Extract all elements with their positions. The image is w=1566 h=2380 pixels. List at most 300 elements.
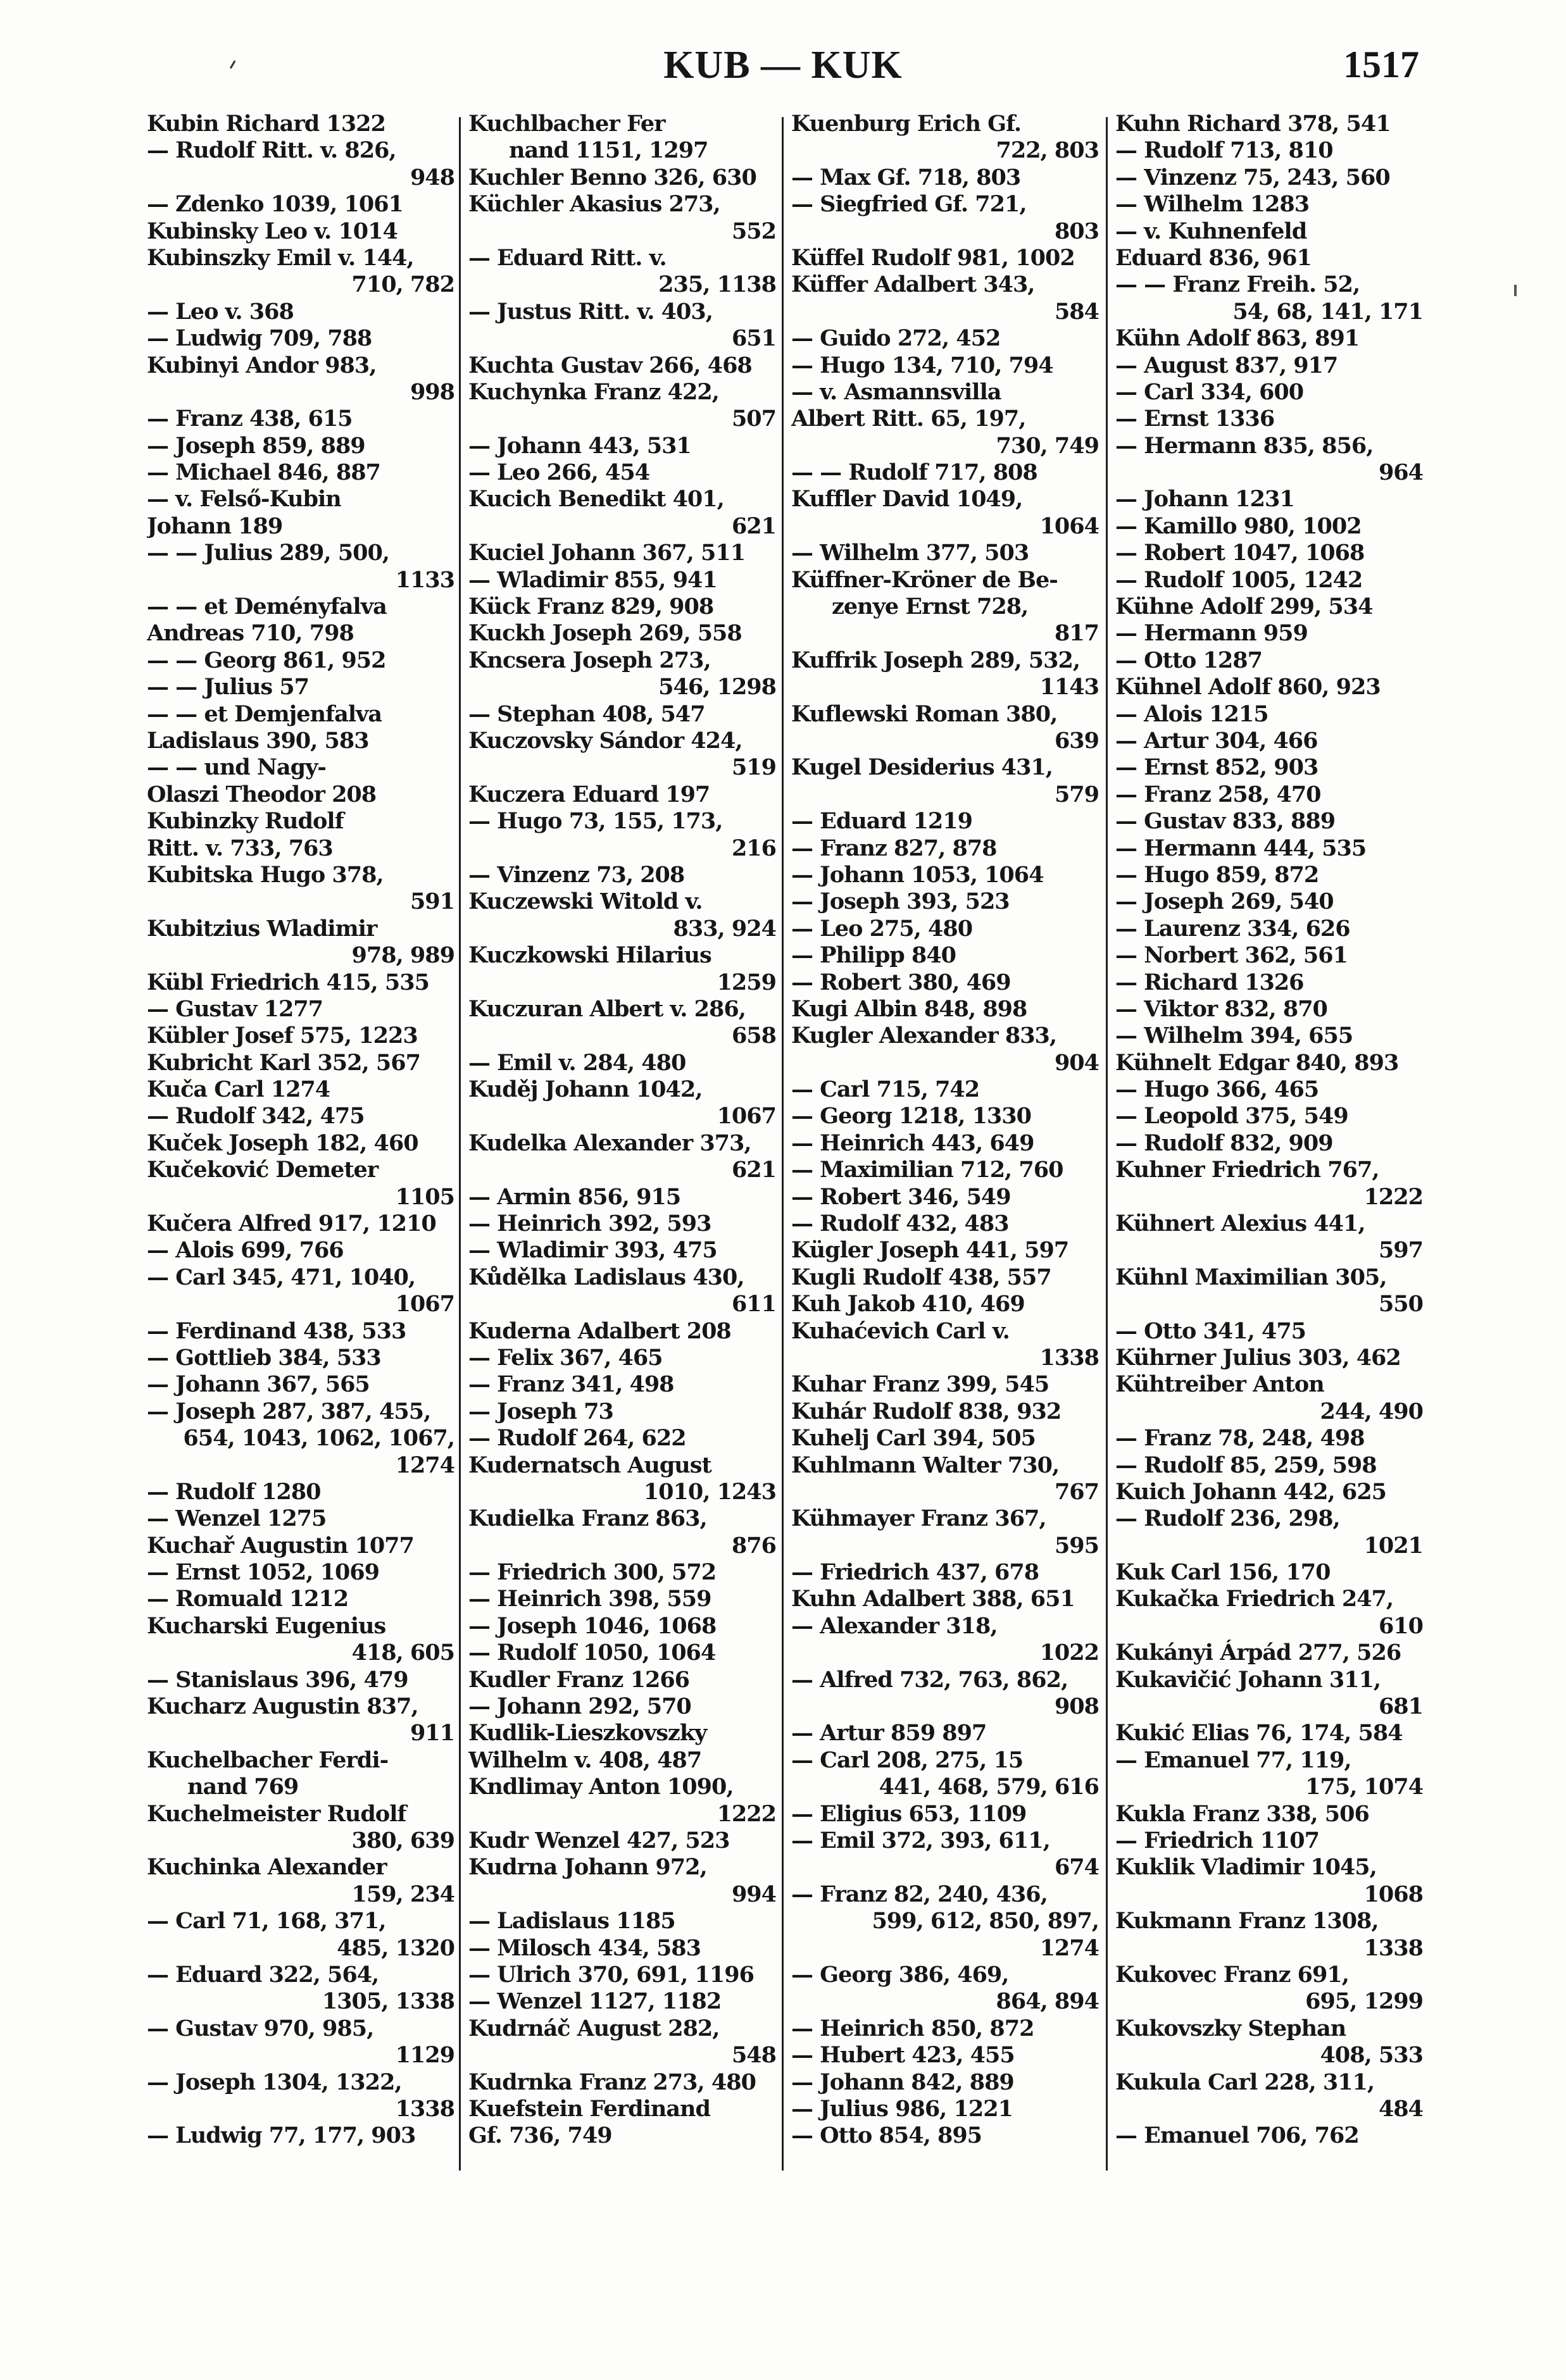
index-entry-line: Kuhaćevich Carl v.: [791, 1318, 1010, 1344]
index-entry-line: 695, 1299: [1305, 1988, 1423, 2015]
index-entry-line: 441, 468, 579, 616: [879, 1774, 1099, 1800]
index-entry-line: — v. Felső-Kubin: [147, 486, 341, 513]
index-entry-line: Kühnelt Edgar 840, 893: [1115, 1049, 1399, 1076]
index-entry-line: — Joseph 1304, 1322,: [147, 2069, 402, 2095]
index-entry-line: Kukovszky Stephan: [1115, 2015, 1346, 2041]
index-entry-line: Kudernatsch August: [468, 1452, 711, 1478]
index-entry-line: Kuffler David 1049,: [791, 486, 1023, 513]
index-entry-line: 639: [1054, 727, 1099, 754]
index-entry-line: — Hugo 859, 872: [1115, 861, 1319, 888]
index-entry-line: — Gustav 1277: [147, 995, 323, 1022]
index-entry-line: — Justus Ritt. v. 403,: [468, 298, 713, 325]
index-entry-line: Kubinsky Leo v. 1014: [147, 218, 398, 244]
index-entry-line: 595: [1054, 1532, 1099, 1559]
index-entry-line: — Leo 275, 480: [791, 915, 973, 942]
index-entry-line: — Johann 292, 570: [468, 1693, 691, 1720]
index-entry-line: — Milosch 434, 583: [468, 1935, 701, 1961]
index-entry-line: — Rudolf 1050, 1064: [468, 1640, 716, 1666]
index-entry-line: Kukić Elias 76, 174, 584: [1115, 1720, 1403, 1747]
index-entry-line: — Gustav 970, 985,: [147, 2015, 374, 2041]
index-column: [147, 111, 454, 2180]
index-entry-line: Kuckh Joseph 269, 558: [468, 620, 742, 647]
running-head: KUB — KUK: [663, 44, 903, 87]
index-entry-line: 904: [1054, 1049, 1099, 1076]
index-entry-line: 1222: [1363, 1183, 1423, 1210]
index-entry-line: 584: [1054, 298, 1099, 325]
index-entry-line: Kuchař Augustin 1077: [147, 1532, 414, 1559]
index-entry-line: 803: [1054, 218, 1099, 244]
index-entry-line: Kuhelj Carl 394, 505: [791, 1425, 1036, 1452]
index-entry-line: Gf. 736, 749: [468, 2122, 612, 2149]
index-entry-line: 485, 1320: [337, 1935, 454, 1961]
index-entry-line: — Ernst 1336: [1115, 406, 1275, 432]
index-entry-line: — Otto 854, 895: [791, 2122, 982, 2149]
index-entry-line: — Joseph 269, 540: [1115, 888, 1334, 915]
page-number: 1517: [1343, 44, 1419, 85]
index-entry-line: — Otto 1287: [1115, 647, 1262, 673]
index-entry-line: 244, 490: [1320, 1398, 1423, 1424]
index-entry-line: 1067: [395, 1291, 454, 1318]
index-entry-line: Kuflewski Roman 380,: [791, 701, 1058, 727]
column-rule: [459, 117, 461, 2171]
index-entry-line: 507: [731, 406, 776, 432]
index-entry-line: — Rudolf 264, 622: [468, 1425, 686, 1452]
index-entry-line: Kugel Desiderius 431,: [791, 754, 1053, 781]
index-entry-line: — Stephan 408, 547: [468, 701, 705, 727]
index-entry-line: 994: [731, 1881, 776, 1907]
index-entry-line: Kudr Wenzel 427, 523: [468, 1828, 730, 1854]
index-entry-line: 1338: [1039, 1344, 1099, 1371]
index-entry-line: Kühne Adolf 299, 534: [1115, 594, 1373, 620]
index-entry-line: Kuček Joseph 182, 460: [147, 1130, 418, 1156]
index-entry-line: — Guido 272, 452: [791, 325, 1001, 352]
index-entry-line: — Joseph 287, 387, 455,: [147, 1398, 431, 1424]
index-entry-line: Kudrnka Franz 273, 480: [468, 2069, 756, 2095]
index-entry-line: — Ferdinand 438, 533: [147, 1318, 406, 1344]
index-entry-line: 1133: [395, 566, 454, 593]
index-entry-line: — Franz 341, 498: [468, 1371, 674, 1398]
index-entry-line: — Philipp 840: [791, 942, 956, 969]
index-entry-line: 998: [410, 378, 454, 405]
index-entry-line: — Zdenko 1039, 1061: [147, 191, 403, 218]
index-entry-line: Kndlimay Anton 1090,: [468, 1774, 734, 1800]
index-entry-line: Kuderna Adalbert 208: [468, 1318, 731, 1344]
index-entry-line: — Emanuel 77, 119,: [1115, 1747, 1351, 1773]
index-entry-line: Kuczewski Witold v.: [468, 888, 703, 915]
index-entry-line: — — Rudolf 717, 808: [791, 459, 1037, 486]
index-entry-line: Kugli Rudolf 438, 557: [791, 1264, 1051, 1290]
index-entry-line: — Rudolf 713, 810: [1115, 137, 1333, 164]
index-entry-line: 591: [410, 888, 454, 915]
index-entry-line: — Eduard 322, 564,: [147, 1961, 379, 1988]
index-entry-line: — Artur 304, 466: [1115, 727, 1318, 754]
index-entry-line: — Joseph 859, 889: [147, 432, 365, 459]
index-entry-line: Wilhelm v. 408, 487: [468, 1747, 702, 1773]
index-entry-line: 380, 639: [351, 1828, 454, 1854]
index-entry-line: — Hugo 73, 155, 173,: [468, 808, 723, 835]
index-entry-line: — Viktor 832, 870: [1115, 995, 1327, 1022]
index-entry-line: 1105: [395, 1183, 454, 1210]
index-entry-line: — Rudolf 832, 909: [1115, 1130, 1333, 1156]
index-entry-line: — Eligius 653, 1109: [791, 1800, 1027, 1827]
index-entry-line: Kühmayer Franz 367,: [791, 1505, 1046, 1532]
index-entry-line: Kuciel Johann 367, 511: [468, 540, 746, 566]
index-entry-line: — Otto 341, 475: [1115, 1318, 1306, 1344]
index-entry-line: — Carl 334, 600: [1115, 378, 1304, 405]
index-entry-line: Andreas 710, 798: [147, 620, 354, 647]
index-entry-line: — Wilhelm 377, 503: [791, 540, 1029, 566]
index-entry-line: 864, 894: [996, 1988, 1099, 2015]
index-entry-line: 948: [410, 164, 454, 190]
index-entry-line: Kůdělka Ladislaus 430,: [468, 1264, 744, 1290]
index-entry-line: 1274: [1039, 1935, 1099, 1961]
index-entry-line: nand 769: [187, 1774, 299, 1800]
index-entry-line: Ladislaus 390, 583: [147, 727, 369, 754]
index-entry-line: — Eduard Ritt. v.: [468, 244, 667, 271]
index-entry-line: — Heinrich 850, 872: [791, 2015, 1034, 2041]
index-entry-line: — Rudolf Ritt. v. 826,: [147, 137, 396, 164]
index-entry-line: 552: [731, 218, 776, 244]
index-entry-line: Kukavičić Johann 311,: [1115, 1666, 1381, 1693]
index-entry-line: 216: [731, 835, 776, 861]
index-entry-line: 550: [1378, 1291, 1423, 1318]
index-entry-line: Kühtreiber Anton: [1115, 1371, 1324, 1398]
index-entry-line: Kubricht Karl 352, 567: [147, 1049, 420, 1076]
index-entry-line: — Richard 1326: [1115, 969, 1304, 995]
index-entry-line: — Robert 346, 549: [791, 1183, 1011, 1210]
index-entry-line: Kuchler Benno 326, 630: [468, 164, 756, 190]
index-entry-line: — Joseph 1046, 1068: [468, 1612, 717, 1639]
index-entry-line: — Robert 380, 469: [791, 969, 1011, 995]
index-entry-line: — — Georg 861, 952: [147, 647, 386, 673]
index-entry-line: Kubinzky Rudolf: [147, 808, 344, 835]
index-entry-line: — Hermann 835, 856,: [1115, 432, 1374, 459]
index-entry-line: Kubinszky Emil v. 144,: [147, 244, 414, 271]
index-entry-line: 621: [731, 1157, 776, 1183]
index-entry-line: — Rudolf 342, 475: [147, 1103, 365, 1130]
index-entry-line: Kubin Richard 1322: [147, 111, 385, 137]
index-column: [468, 111, 776, 2180]
index-entry-line: 1021: [1363, 1532, 1423, 1559]
index-entry-line: — Rudolf 432, 483: [791, 1211, 1009, 1237]
index-entry-line: Kuchelbacher Ferdi-: [147, 1747, 389, 1773]
index-entry-line: — Ernst 1052, 1069: [147, 1559, 379, 1586]
index-entry-line: Kukačka Friedrich 247,: [1115, 1586, 1394, 1612]
index-entry-line: — Joseph 73: [468, 1398, 613, 1424]
index-entry-line: Kuhar Franz 399, 545: [791, 1371, 1049, 1398]
index-entry-line: — Franz 258, 470: [1115, 781, 1321, 807]
index-entry-line: 833, 924: [673, 915, 776, 942]
index-entry-line: — Leopold 375, 549: [1115, 1103, 1348, 1130]
index-entry-line: — Ladislaus 1185: [468, 1908, 675, 1935]
index-entry-line: Kukovec Franz 691,: [1115, 1961, 1349, 1988]
index-entry-line: — Alexander 318,: [791, 1612, 998, 1639]
index-entry-line: — Julius 986, 1221: [791, 2095, 1013, 2122]
index-entry-line: Kubinyi Andor 983,: [147, 352, 377, 378]
index-entry-line: — Georg 386, 469,: [791, 1961, 1009, 1988]
index-entry-line: — Kamillo 980, 1002: [1115, 513, 1362, 539]
index-entry-line: Kuefstein Ferdinand: [468, 2095, 710, 2122]
index-entry-line: 908: [1054, 1693, 1099, 1720]
index-entry-line: — Rudolf 1005, 1242: [1115, 566, 1363, 593]
index-entry-line: Kucich Benedikt 401,: [468, 486, 724, 513]
index-entry-line: — — et Deményfalva: [147, 594, 387, 620]
index-entry-line: Küffel Rudolf 981, 1002: [791, 244, 1075, 271]
index-entry-line: zenye Ernst 728,: [832, 594, 1029, 620]
index-entry-line: Kudielka Franz 863,: [468, 1505, 707, 1532]
index-entry-line: — — Franz Freih. 52,: [1115, 271, 1360, 298]
index-entry-line: 610: [1378, 1612, 1423, 1639]
index-entry-line: Kuděj Johann 1042,: [468, 1076, 703, 1103]
index-entry-line: — Max Gf. 718, 803: [791, 164, 1021, 190]
index-entry-line: — Vinzenz 75, 243, 560: [1115, 164, 1390, 190]
index-entry-line: 1068: [1363, 1881, 1423, 1907]
index-entry-line: 235, 1138: [658, 271, 776, 298]
index-entry-line: Kuh Jakob 410, 469: [791, 1291, 1025, 1318]
index-entry-line: 1259: [717, 969, 776, 995]
index-entry-line: — Romuald 1212: [147, 1586, 349, 1612]
index-entry-line: 1338: [1363, 1935, 1423, 1961]
index-entry-line: Kügler Joseph 441, 597: [791, 1237, 1069, 1264]
index-entry-line: Kuchinka Alexander: [147, 1854, 387, 1881]
index-entry-line: 1274: [395, 1452, 454, 1478]
index-entry-line: 621: [731, 513, 776, 539]
index-entry-line: — — et Demjenfalva: [147, 701, 382, 727]
index-entry-line: Küffner-Kröner de Be-: [791, 566, 1058, 593]
index-entry-line: Kuklik Vladimir 1045,: [1115, 1854, 1377, 1881]
index-entry-line: Kuča Carl 1274: [147, 1076, 330, 1103]
index-entry-line: — Joseph 393, 523: [791, 888, 1010, 915]
index-entry-line: — Heinrich 443, 649: [791, 1130, 1034, 1156]
index-entry-line: 1338: [395, 2095, 454, 2122]
index-entry-line: 54, 68, 141, 171: [1232, 298, 1423, 325]
index-entry-line: — Gustav 833, 889: [1115, 808, 1336, 835]
index-entry-line: 911: [410, 1720, 454, 1747]
index-entry-line: 175, 1074: [1305, 1774, 1423, 1800]
index-entry-line: — Emil 372, 393, 611,: [791, 1828, 1050, 1854]
index-entry-line: — Friedrich 1107: [1115, 1828, 1319, 1854]
index-entry-line: — Rudolf 236, 298,: [1115, 1505, 1340, 1532]
index-entry-line: — Maximilian 712, 760: [791, 1157, 1063, 1183]
index-entry-line: — Hugo 366, 465: [1115, 1076, 1319, 1103]
index-entry-line: 651: [731, 325, 776, 352]
index-entry-line: 1067: [717, 1103, 776, 1130]
index-entry-line: — Heinrich 392, 593: [468, 1211, 711, 1237]
index-entry-line: 710, 782: [351, 271, 454, 298]
index-entry-line: — Hugo 134, 710, 794: [791, 352, 1053, 378]
index-entry-line: — Friedrich 300, 572: [468, 1559, 717, 1586]
index-entry-line: Kuchlbacher Fer: [468, 111, 665, 137]
index-entry-line: Kudrna Johann 972,: [468, 1854, 707, 1881]
index-entry-line: Kuhn Adalbert 388, 651: [791, 1586, 1075, 1612]
index-entry-line: 730, 749: [996, 432, 1099, 459]
index-entry-line: 408, 533: [1320, 2042, 1423, 2069]
index-entry-line: — Johann 1053, 1064: [791, 861, 1044, 888]
index-entry-line: 674: [1054, 1854, 1099, 1881]
index-columns: [147, 111, 1423, 2180]
index-entry-line: Kück Franz 829, 908: [468, 594, 714, 620]
index-entry-line: Kučera Alfred 917, 1210: [147, 1211, 436, 1237]
index-entry-line: — Emanuel 706, 762: [1115, 2122, 1359, 2149]
index-entry-line: Kühnel Adolf 860, 923: [1115, 674, 1381, 701]
index-entry-line: Kuhner Friedrich 767,: [1115, 1157, 1379, 1183]
index-entry-line: — Ernst 852, 903: [1115, 754, 1319, 781]
index-entry-line: — Artur 859 897: [791, 1720, 987, 1747]
index-entry-line: 876: [731, 1532, 776, 1559]
index-entry-line: Kübl Friedrich 415, 535: [147, 969, 429, 995]
index-entry-line: Kühnert Alexius 441,: [1115, 1211, 1365, 1237]
index-entry-line: Kudrnáč August 282,: [468, 2015, 720, 2041]
index-entry-line: 817: [1054, 620, 1099, 647]
index-entry-line: Kuich Johann 442, 625: [1115, 1478, 1386, 1505]
index-entry-line: 964: [1378, 459, 1423, 486]
index-entry-line: — Leo v. 368: [147, 298, 294, 325]
index-entry-line: 654, 1043, 1062, 1067,: [183, 1425, 454, 1452]
index-entry-line: — Johann 1231: [1115, 486, 1294, 513]
index-entry-line: Kukányi Árpád 277, 526: [1115, 1640, 1401, 1666]
index-entry-line: Kukla Franz 338, 506: [1115, 1800, 1369, 1827]
index-entry-line: 1064: [1039, 513, 1099, 539]
index-entry-line: Kukmann Franz 1308,: [1115, 1908, 1379, 1935]
index-entry-line: Kučeković Demeter: [147, 1157, 379, 1183]
index-entry-line: 418, 605: [351, 1640, 454, 1666]
index-entry-line: Kuffrik Joseph 289, 532,: [791, 647, 1081, 673]
index-entry-line: — Leo 266, 454: [468, 459, 650, 486]
index-entry-line: Kuchelmeister Rudolf: [147, 1800, 406, 1827]
index-entry-line: 767: [1054, 1478, 1099, 1505]
index-entry-line: Kuenburg Erich Gf.: [791, 111, 1022, 137]
index-entry-line: — Hermann 444, 535: [1115, 835, 1367, 861]
index-entry-line: — Johann 367, 565: [147, 1371, 370, 1398]
index-entry-line: Kuczkowski Hilarius: [468, 942, 711, 969]
index-entry-line: — Johann 842, 889: [791, 2069, 1014, 2095]
index-entry-line: 681: [1378, 1693, 1423, 1720]
index-entry-line: Kübler Josef 575, 1223: [147, 1023, 418, 1049]
index-entry-line: Kugi Albin 848, 898: [791, 995, 1027, 1022]
index-entry-line: — Franz 827, 878: [791, 835, 997, 861]
index-entry-line: Kucharz Augustin 837,: [147, 1693, 418, 1720]
index-entry-line: — Carl 345, 471, 1040,: [147, 1264, 416, 1290]
index-entry-line: 546, 1298: [658, 674, 776, 701]
index-entry-line: 1305, 1338: [322, 1988, 454, 2015]
index-entry-line: 978, 989: [351, 942, 454, 969]
page-header: [147, 38, 1419, 89]
index-entry-line: Kuczovsky Sándor 424,: [468, 727, 742, 754]
index-entry-line: 1010, 1243: [643, 1478, 776, 1505]
index-entry-line: — — und Nagy-: [147, 754, 326, 781]
index-entry-line: — Hubert 423, 455: [791, 2042, 1015, 2069]
index-entry-line: Küffer Adalbert 343,: [791, 271, 1035, 298]
index-column: [791, 111, 1099, 2180]
index-entry-line: Albert Ritt. 65, 197,: [791, 406, 1026, 432]
index-entry-line: nand 1151, 1297: [509, 137, 708, 164]
index-entry-line: 159, 234: [351, 1881, 454, 1907]
index-entry-line: — Alois 699, 766: [147, 1237, 344, 1264]
index-entry-line: Kührner Julius 303, 462: [1115, 1344, 1401, 1371]
index-entry-line: — Wilhelm 394, 655: [1115, 1023, 1353, 1049]
index-entry-line: — Franz 438, 615: [147, 406, 353, 432]
index-entry-line: Kucharski Eugenius: [147, 1612, 386, 1639]
index-entry-line: — Carl 71, 168, 371,: [147, 1908, 386, 1935]
index-entry-line: Johann 189: [147, 513, 283, 539]
index-entry-line: — Wladimir 855, 941: [468, 566, 717, 593]
index-entry-line: Kuk Carl 156, 170: [1115, 1559, 1331, 1586]
index-entry-line: 579: [1054, 781, 1099, 807]
index-entry-line: 519: [731, 754, 776, 781]
index-entry-line: Kukula Carl 228, 311,: [1115, 2069, 1375, 2095]
index-entry-line: — Franz 82, 240, 436,: [791, 1881, 1048, 1907]
index-entry-line: Kudelka Alexander 373,: [468, 1130, 751, 1156]
index-entry-line: — Vinzenz 73, 208: [468, 861, 685, 888]
index-entry-line: — v. Kuhnenfeld: [1115, 218, 1307, 244]
index-entry-line: — Georg 1218, 1330: [791, 1103, 1031, 1130]
index-entry-line: 611: [731, 1291, 776, 1318]
index-entry-line: 1143: [1039, 674, 1099, 701]
index-entry-line: — Hermann 959: [1115, 620, 1308, 647]
index-entry-line: — Carl 715, 742: [791, 1076, 980, 1103]
index-entry-line: — Heinrich 398, 559: [468, 1586, 711, 1612]
index-entry-line: Kudlik-Lieszkovszky: [468, 1720, 707, 1747]
index-entry-line: Olaszi Theodor 208: [147, 781, 377, 807]
index-entry-line: 599, 612, 850, 897,: [872, 1908, 1099, 1935]
index-entry-line: Kuczera Eduard 197: [468, 781, 710, 807]
index-entry-line: 1129: [395, 2042, 454, 2069]
index-entry-line: 597: [1378, 1237, 1423, 1264]
index-entry-line: Kubitska Hugo 378,: [147, 861, 384, 888]
index-entry-line: — Johann 443, 531: [468, 432, 691, 459]
index-entry-line: — Felix 367, 465: [468, 1344, 663, 1371]
index-entry-line: — Friedrich 437, 678: [791, 1559, 1039, 1586]
index-entry-line: — — Julius 57: [147, 674, 310, 701]
index-entry-line: Kühnl Maximilian 305,: [1115, 1264, 1387, 1290]
index-entry-line: — Gottlieb 384, 533: [147, 1344, 381, 1371]
column-rule: [782, 117, 784, 2171]
index-entry-line: — Franz 78, 248, 498: [1115, 1425, 1365, 1452]
index-entry-line: — Wenzel 1275: [147, 1505, 327, 1532]
index-entry-line: Kugler Alexander 833,: [791, 1023, 1057, 1049]
index-entry-line: — August 837, 917: [1115, 352, 1338, 378]
index-entry-line: — Wladimir 393, 475: [468, 1237, 717, 1264]
index-entry-line: Ritt. v. 733, 763: [147, 835, 333, 861]
index-entry-line: Kühn Adolf 863, 891: [1115, 325, 1360, 352]
index-entry-line: Kuhn Richard 378, 541: [1115, 111, 1391, 137]
index-entry-line: — Alfred 732, 763, 862,: [791, 1666, 1068, 1693]
index-entry-line: — Siegfried Gf. 721,: [791, 191, 1027, 218]
index-entry-line: 1022: [1039, 1640, 1099, 1666]
index-entry-line: — Ulrich 370, 691, 1196: [468, 1961, 754, 1988]
index-entry-line: 722, 803: [996, 137, 1099, 164]
index-entry-line: — Ludwig 77, 177, 903: [147, 2122, 416, 2149]
margin-mark: [1514, 285, 1517, 296]
index-entry-line: 548: [731, 2042, 776, 2069]
index-entry-line: Kncsera Joseph 273,: [468, 647, 711, 673]
index-entry-line: — Norbert 362, 561: [1115, 942, 1348, 969]
index-entry-line: — Armin 856, 915: [468, 1183, 681, 1210]
index-entry-line: — Stanislaus 396, 479: [147, 1666, 408, 1693]
index-entry-line: — Wenzel 1127, 1182: [468, 1988, 722, 2015]
index-entry-line: Kuhlmann Walter 730,: [791, 1452, 1060, 1478]
index-entry-line: — Robert 1047, 1068: [1115, 540, 1365, 566]
index-entry-line: Kuczuran Albert v. 286,: [468, 995, 746, 1022]
index-entry-line: Küchler Akasius 273,: [468, 191, 720, 218]
column-rule: [1106, 117, 1108, 2171]
index-entry-line: 658: [731, 1023, 776, 1049]
index-entry-line: Kuhár Rudolf 838, 932: [791, 1398, 1062, 1424]
index-entry-line: 1222: [717, 1800, 776, 1827]
index-entry-line: — Ludwig 709, 788: [147, 325, 372, 352]
index-entry-line: Kuchta Gustav 266, 468: [468, 352, 752, 378]
index-entry-line: Kudler Franz 1266: [468, 1666, 690, 1693]
